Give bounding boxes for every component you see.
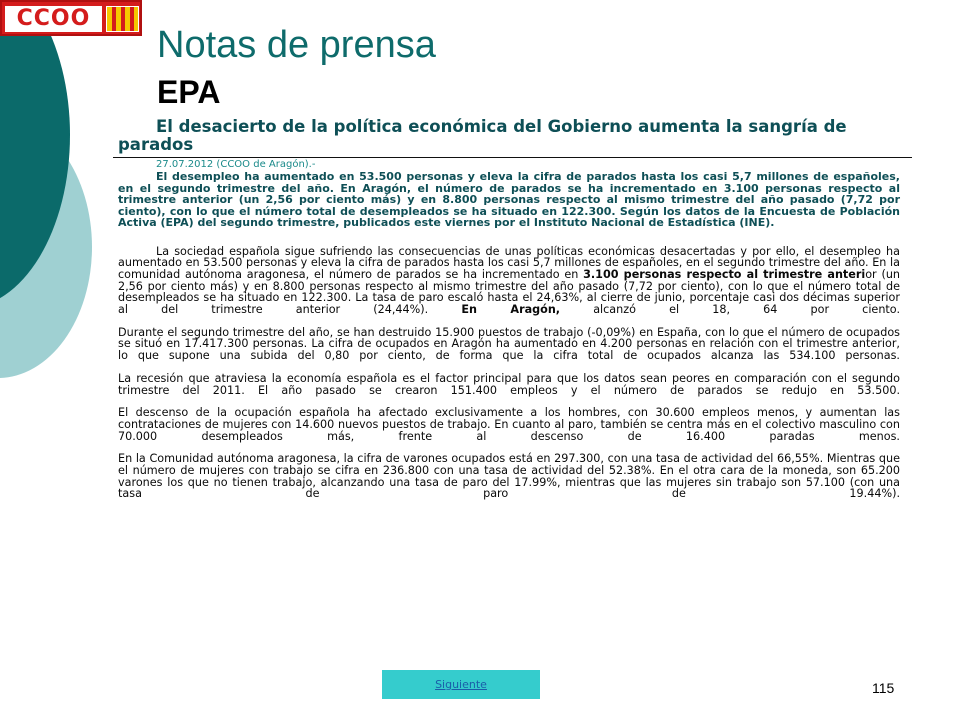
article-paragraph-2: Durante el segundo trimestre del año, se han destruido 15.900 puestos de trabajo (-0,09%) en España, con lo que el número de ocupados se situó en 17.417.300 personas. La cifra de ocupados en Aragón ha aumentado en 4.200 personas en relación con el trimestre anterior, lo que supone una subida del 0,80 por ciento, de forma que la cifra total de ocupados alcanza las 534.100 personas. xyxy=(118,325,900,363)
page-subtitle: EPA xyxy=(157,74,221,110)
article-paragraph-4: El descenso de la ocupación española ha afectado exclusivamente a los hombres, con 30.600 empleos menos, y aumentan las contrataciones de mujeres con 14.600 nuevos puestos de trabajo. En cuanto al paro, también se centra más en el colectivo masculino con 70.000 desempleados más, frente al descenso de 16.400 paradas menos. xyxy=(118,406,900,443)
article-headline: El desacierto de la política económica del Gobierno aumenta la sangría de parados xyxy=(118,117,847,154)
page-title: Notas de prensa xyxy=(157,24,436,66)
ccoo-logo xyxy=(0,0,142,36)
aragon-flag-icon xyxy=(106,6,139,32)
paragraph-1-bold-a: 3.100 personas respecto al trimestre anteri xyxy=(583,267,866,281)
paragraph-1-text-b: or (un 2,56 por ciento más) y en 8.800 personas respecto al mismo trimestre del año pasado (7,72 por ciento), con lo que el número total de desempleados se ha situado en 122.300. La tasa de paro escaló hasta el 24,63%, al cierre de junio, porcentaje casi dos décimas superior al del trimestre anterior (24,44%). xyxy=(118,267,901,317)
paragraph-1-text-a: La sociedad española sigue sufriendo las consecuencias de unas políticas económicas desacertadas y por ello, el desempleo ha aumentado en 53.500 personas y eleva la cifra de parados hasta los casi 5,7 millones de españoles, en el segundo trimestre del año. En la comunidad autónoma aragonesa, el número de parados se ha incrementado en xyxy=(118,244,900,281)
paragraph-1-bold-b: En Aragón, xyxy=(461,303,561,317)
article-date: 27.07.2012 (CCOO de Aragón).- xyxy=(156,159,316,170)
headline-divider xyxy=(113,157,912,158)
logo-text: CCOO xyxy=(5,6,102,32)
article-paragraph-5: En la Comunidad autónoma aragonesa, la cifra de varones ocupados está en 297.300, con una tasa de actividad del 66,55%. Mientras que el número de mujeres con trabajo se cifra en 236.800 con una tasa de actividad del 52.38%. En el otra cara de la moneda, son 65.200 varones los que no tienen trabajo, alcanzando una tasa de paro del 17.99%, mientras que las mujeres sin trabajo son 57.100 (con una tasa de paro de 19.44%). xyxy=(118,452,900,501)
article-paragraph-3: La recesión que atraviesa la economía española es el factor principal para que los datos sean peores en comparación con el segundo trimestre del 2011. El año pasado se crearon 151.400 empleos y el número de parados se redujo en 53.500. xyxy=(118,371,900,397)
paragraph-1-text-c: alcanzó el 18, 64 por ciento. xyxy=(560,303,900,317)
next-slide-button[interactable]: Siguiente xyxy=(382,670,540,699)
page-number: 115 xyxy=(872,680,895,696)
article-paragraph-1 xyxy=(118,246,900,316)
article xyxy=(118,118,900,500)
article-lead: El desempleo ha aumentado en 53.500 personas y eleva la cifra de parados hasta los casi 5,7 millones de españoles, en el segundo trimestre del año. En Aragón, el número de parados se ha incrementado en 3.100 personas respecto al trimestre anterior (un 2,56 por ciento más) y en 8.800 personas respecto al mismo trimestre del año pasado (7,72 por ciento), con lo que el número total de desempleados se ha situado en 122.300. Según los datos de la Encuesta de Población Activa (EPA) del segundo trimestre, publicados este viernes por el Instituto Nacional de Estadística (INE). xyxy=(118,170,900,229)
